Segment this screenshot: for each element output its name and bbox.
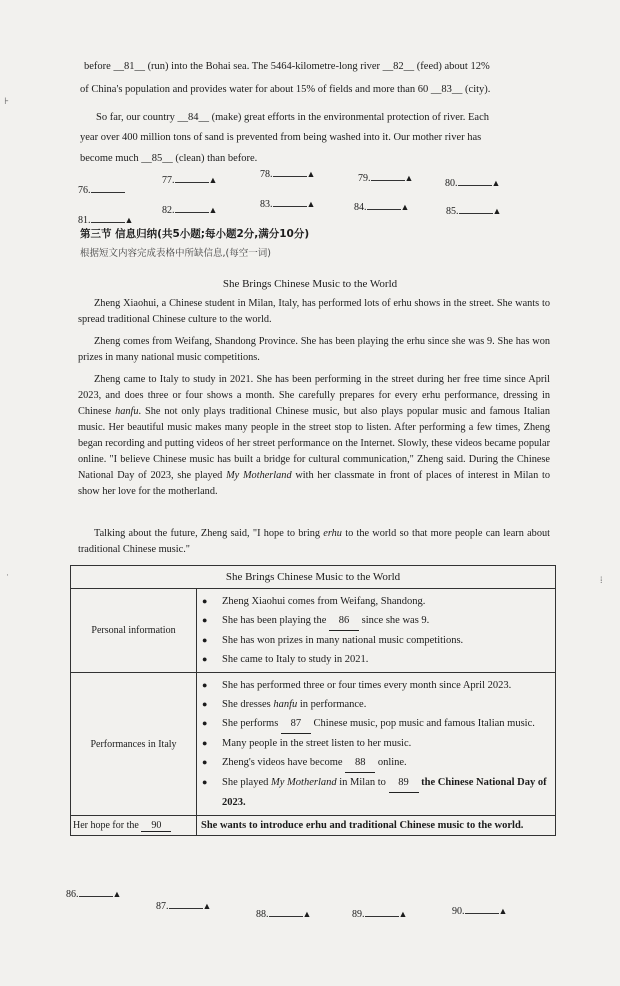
triangle-icon: ▲ [208, 205, 218, 215]
article-paragraph-1: Zheng Xiaohui, a Chinese student in Milan, Italy, has performed lots of erhu shows in the street. She wants to spread traditional Chinese culture to the world. [78, 298, 550, 325]
blank-89[interactable]: 89 [389, 773, 419, 793]
hope-text: She wants to introduce erhu and traditional Chinese music to the world. [197, 816, 556, 836]
answer-79[interactable]: 79. ▲ [358, 170, 413, 184]
table-row [71, 816, 556, 836]
blank-88[interactable]: 88 [345, 753, 375, 773]
table-caption: She Brings Chinese Music to the World [71, 566, 556, 589]
triangle-icon: ▲ [302, 909, 312, 919]
answer-85[interactable]: 85. ▲ [446, 203, 501, 217]
passage-line-3: So far, our country __84__ (make) great efforts in the environmental protection of river. Each [96, 112, 490, 123]
answer-77[interactable]: 77. ▲ [162, 172, 217, 186]
triangle-icon: ▲ [398, 909, 408, 919]
margin-mark: ⊦ [4, 96, 10, 106]
triangle-icon: ▲ [404, 173, 414, 183]
passage-line-2: of China's population and provides water for about 15% of fields and more than 60 __83__ (city). [80, 84, 491, 95]
section-heading: 第三节 信息归纳(共5小题;每小题2分,满分10分) [80, 228, 310, 240]
blank-86[interactable]: 86 [329, 611, 359, 631]
answer-86[interactable]: 86. ▲ [66, 886, 121, 900]
passage-line-1: before __81__ (run) into the Bohai sea. The 5464-kilometre-long river __82__ (feed) about 12% [84, 61, 490, 72]
blank-87[interactable]: 87 [281, 714, 311, 734]
triangle-icon: ▲ [400, 202, 410, 212]
list-item: ● She has performed three or four times every month since April 2023. [220, 676, 554, 695]
list-item: ● She performs 87 Chinese music, pop music and famous Italian music. [220, 714, 554, 734]
answer-87[interactable]: 87. ▲ [156, 898, 211, 912]
row-label-performances: Performances in Italy [71, 673, 197, 816]
answer-81[interactable]: 81. ▲ [78, 212, 133, 226]
passage-line-5: become much __85__ (clean) than before. [80, 153, 258, 164]
triangle-icon: ▲ [491, 178, 501, 188]
answer-88[interactable]: 88. ▲ [256, 906, 311, 920]
margin-mark: · [6, 570, 9, 580]
table-row [71, 673, 556, 816]
list-item: ● She has been playing the 86 since she was 9. [220, 611, 554, 631]
info-table [70, 565, 556, 836]
answer-90[interactable]: 90. ▲ [452, 903, 507, 917]
article-paragraph-4: Talking about the future, Zheng said, "I hope to bring erhu to the world so that more people can learn about traditional Chinese music." [78, 528, 550, 555]
triangle-icon: ▲ [498, 906, 508, 916]
list-item: ● She played My Motherland in Milan to 89 the Chinese National Day of 2023. [220, 773, 554, 812]
list-item: ● She dresses hanfu in performance. [220, 695, 554, 714]
blank-90[interactable]: 90 [141, 820, 171, 832]
answer-80[interactable]: 80. ▲ [445, 175, 500, 189]
row-label-hope: Her hope for the 90 [71, 816, 197, 836]
answer-84[interactable]: 84. ▲ [354, 199, 409, 213]
article-title: She Brings Chinese Music to the World [222, 278, 398, 290]
list-item: ● Zheng's videos have become 88 online. [220, 753, 554, 773]
answer-76[interactable]: 76. [78, 182, 125, 196]
list-item: ● She came to Italy to study in 2021. [220, 650, 554, 669]
answer-89[interactable]: 89. ▲ [352, 906, 407, 920]
list-item: ● Many people in the street listen to her music. [220, 734, 554, 753]
triangle-icon: ▲ [112, 889, 122, 899]
triangle-icon: ▲ [306, 199, 316, 209]
section-instruction: 根据短文内容完成表格中所缺信息,(每空一词) [80, 248, 271, 259]
table-row [71, 589, 556, 673]
list-item: ● She has won prizes in many national music competitions. [220, 631, 554, 650]
article-paragraph-2: Zheng comes from Weifang, Shandong Province. She has been playing the erhu since she was 9. She has won prizes in many national music competitions. [78, 336, 550, 363]
answer-78[interactable]: 78. ▲ [260, 166, 315, 180]
triangle-icon: ▲ [124, 215, 134, 225]
list-item: ● Zheng Xiaohui comes from Weifang, Shandong. [220, 592, 554, 611]
row-label-personal: Personal information [71, 589, 197, 673]
passage-line-4: year over 400 million tons of sand is prevented from being washed into it. Our mother river has [80, 132, 482, 143]
triangle-icon: ▲ [492, 206, 502, 216]
margin-mark: ⁞ [600, 575, 603, 585]
article-paragraph-3: Zheng came to Italy to study in 2021. She has been performing in the street during her free time since April 2023, and does three or four shows a month. She carefully prepares for every erhu performance, dressing in Chinese hanfu. She not only plays traditional Chinese music, but also plays popular music and famous Italian music. Her beautiful music makes many people in the street stop to listen. After performing a few times, Zheng began recording and putting videos of her street performance on the Internet. Slowly, these videos became popular online. "I believe Chinese music has built a bridge for cultural communication," Zheng said. During the Chinese National Day of 2023, she played My Motherland with her classmate in front of places of interest in Milan to show her love for the motherland. [78, 374, 550, 497]
triangle-icon: ▲ [202, 901, 212, 911]
answer-83[interactable]: 83. ▲ [260, 196, 315, 210]
answer-82[interactable]: 82. ▲ [162, 202, 217, 216]
triangle-icon: ▲ [306, 169, 316, 179]
triangle-icon: ▲ [208, 175, 218, 185]
